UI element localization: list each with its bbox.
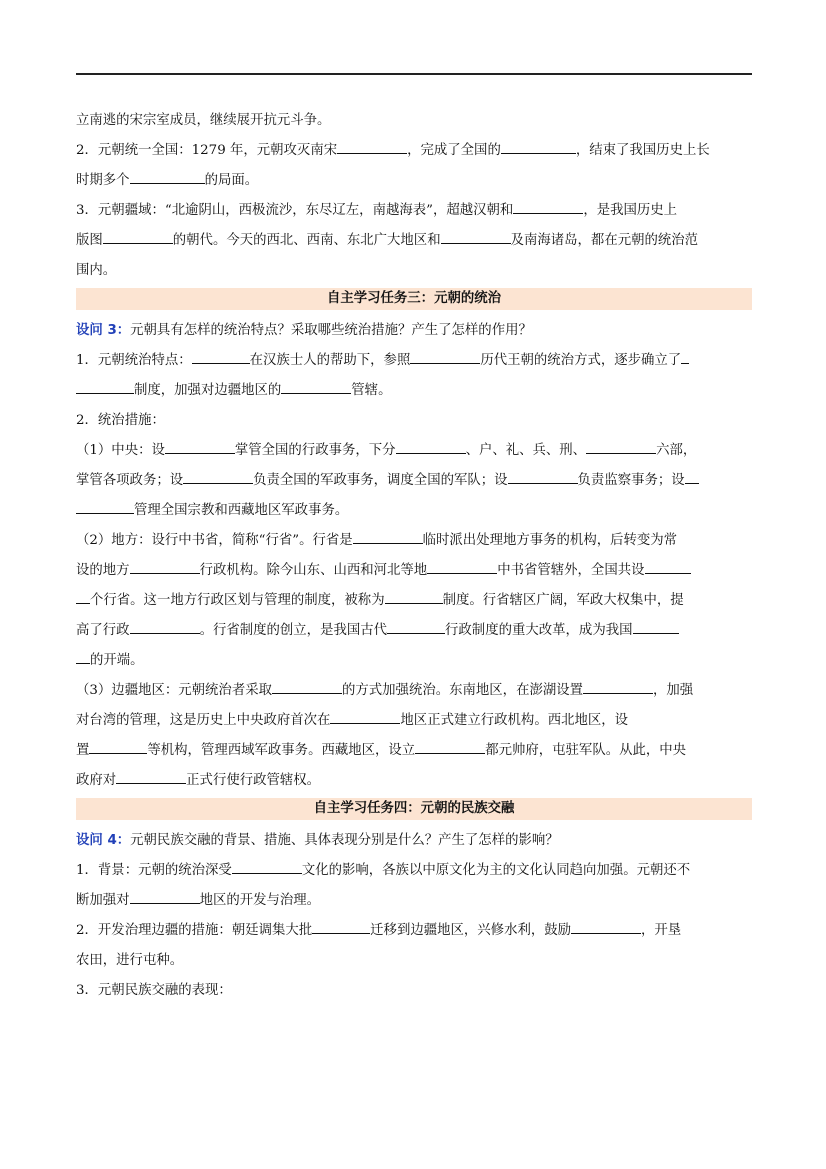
fill-blank[interactable] xyxy=(130,167,205,184)
fill-blank[interactable] xyxy=(76,587,90,604)
section-heading-task-4: 自主学习任务四：元朝的民族交融 xyxy=(76,798,752,820)
paragraph xyxy=(76,856,752,886)
fill-blank[interactable] xyxy=(330,707,400,724)
text: 3．元朝民族交融的表现： xyxy=(76,983,232,998)
question-3 xyxy=(76,316,752,346)
paragraph xyxy=(76,976,752,1006)
text: 历代王朝的统治方式，逐步确立了 xyxy=(480,353,682,368)
text: 正式行使行政管辖权。 xyxy=(186,773,321,788)
text: （1）中央：设 xyxy=(76,443,165,458)
fill-blank[interactable] xyxy=(645,557,691,574)
text: 3．元朝疆域：“北逾阴山，西极流沙，东尽辽左，南越海表”，超越汉朝和 xyxy=(76,203,514,218)
fill-blank[interactable] xyxy=(681,347,689,364)
text: 的局面。 xyxy=(204,173,259,188)
paragraph xyxy=(76,106,752,136)
header-rule xyxy=(76,73,752,75)
paragraph xyxy=(76,466,752,496)
text: 、户、礼、兵、刑、 xyxy=(465,443,587,458)
fill-blank[interactable] xyxy=(165,437,235,454)
text: 时期多个 xyxy=(76,173,130,188)
text: 的朝代。今天的西北、西南、东北广大地区和 xyxy=(172,233,441,248)
fill-blank[interactable] xyxy=(571,917,641,934)
text: 置 xyxy=(76,743,90,758)
fill-blank[interactable] xyxy=(103,227,173,244)
fill-blank[interactable] xyxy=(385,587,443,604)
fill-blank[interactable] xyxy=(281,377,351,394)
text: 2．统治措施： xyxy=(76,413,165,428)
fill-blank[interactable] xyxy=(130,557,200,574)
text: 政府对 xyxy=(76,773,117,788)
text: 迁移到边疆地区，兴修水利，鼓励 xyxy=(370,923,572,938)
paragraph xyxy=(76,226,752,256)
fill-blank[interactable] xyxy=(685,467,699,484)
section-heading-task-3: 自主学习任务三：元朝的统治 xyxy=(76,288,752,310)
text: 管辖。 xyxy=(351,383,392,398)
text: 农田，进行屯种。 xyxy=(76,953,184,968)
fill-blank[interactable] xyxy=(410,347,480,364)
fill-blank[interactable] xyxy=(633,617,679,634)
paragraph xyxy=(76,706,752,736)
fill-blank[interactable] xyxy=(130,617,200,634)
text: 断加强对 xyxy=(76,893,130,908)
text: 都元帅府，屯驻军队。从此，中央 xyxy=(485,743,687,758)
text: 围内。 xyxy=(76,263,117,278)
paragraph xyxy=(76,586,752,616)
fill-blank[interactable] xyxy=(272,677,342,694)
paragraph xyxy=(76,346,752,376)
text: 管理全国宗教和西藏地区军政事务。 xyxy=(134,503,349,518)
text: 地区的开发与治理。 xyxy=(199,893,321,908)
paragraph xyxy=(76,676,752,706)
paragraph xyxy=(76,556,752,586)
text: 六部， xyxy=(656,443,697,458)
text: 行政机构。除今山东、山西和河北等地 xyxy=(199,563,428,578)
text: 个行省。这一地方行政区划与管理的制度，被称为 xyxy=(90,593,385,608)
paragraph xyxy=(76,616,752,646)
text: 1．背景：元朝的统治深受 xyxy=(76,863,232,878)
text: ，加强 xyxy=(653,683,694,698)
fill-blank[interactable] xyxy=(501,137,576,154)
fill-blank[interactable] xyxy=(76,647,90,664)
fill-blank[interactable] xyxy=(586,437,656,454)
text: 制度，加强对边疆地区的 xyxy=(134,383,282,398)
text: 掌管各项政务；设 xyxy=(76,473,184,488)
fill-blank[interactable] xyxy=(415,737,485,754)
fill-blank[interactable] xyxy=(387,617,445,634)
paragraph xyxy=(76,166,752,196)
fill-blank[interactable] xyxy=(192,347,250,364)
paragraph xyxy=(76,916,752,946)
text: 掌管全国的行政事务，下分 xyxy=(234,443,396,458)
question-label: 设问 3： xyxy=(76,323,131,338)
text: 等机构，管理西域军政事务。西藏地区，设立 xyxy=(147,743,416,758)
document-body xyxy=(76,106,752,1006)
text: 行政制度的重大改革，成为我国 xyxy=(445,623,633,638)
fill-blank[interactable] xyxy=(232,857,302,874)
text: 立南逃的宋宗室成员，继续展开抗元斗争。 xyxy=(76,113,331,128)
fill-blank[interactable] xyxy=(583,677,653,694)
fill-blank[interactable] xyxy=(76,497,134,514)
fill-blank[interactable] xyxy=(441,227,511,244)
paragraph xyxy=(76,526,752,556)
fill-blank[interactable] xyxy=(116,767,186,784)
text: 。行省制度的创立，是我国古代 xyxy=(199,623,388,638)
fill-blank[interactable] xyxy=(89,737,147,754)
text: 地区正式建立行政机构。西北地区，设 xyxy=(400,713,629,728)
text: 负责监察事务；设 xyxy=(577,473,685,488)
question-text: 元朝具有怎样的统治特点？采取哪些统治措施？产生了怎样的作用？ xyxy=(130,323,532,338)
text: 高了行政 xyxy=(76,623,130,638)
fill-blank[interactable] xyxy=(427,557,497,574)
text: 及南海诸岛，都在元朝的统治范 xyxy=(510,233,699,248)
text: （2）地方：设行中书省，简称“行省”。行省是 xyxy=(76,533,353,548)
text: ，完成了全国的 xyxy=(407,143,501,158)
text: 1．元朝统治特点： xyxy=(76,353,192,368)
text: 临时派出处理地方事务的机构，后转变为常 xyxy=(422,533,678,548)
paragraph xyxy=(76,496,752,526)
text: 制度。行省辖区广阔，军政大权集中，提 xyxy=(442,593,684,608)
text: 负责全国的军政事务，调度全国的军队；设 xyxy=(253,473,508,488)
fill-blank[interactable] xyxy=(353,527,423,544)
paragraph xyxy=(76,436,752,466)
paragraph xyxy=(76,196,752,226)
text: 2．开发治理边疆的措施：朝廷调集大批 xyxy=(76,923,313,938)
text: 2．元朝统一全国：1279 年，元朝攻灭南宋 xyxy=(76,143,338,158)
text: （3）边疆地区：元朝统治者采取 xyxy=(76,683,272,698)
text: ，开垦 xyxy=(641,923,682,938)
paragraph xyxy=(76,256,752,286)
fill-blank[interactable] xyxy=(76,377,134,394)
text: 的方式加强统治。东南地区，在澎湖设置 xyxy=(342,683,584,698)
fill-blank[interactable] xyxy=(513,197,583,214)
paragraph xyxy=(76,736,752,766)
fill-blank[interactable] xyxy=(312,917,370,934)
paragraph xyxy=(76,406,752,436)
fill-blank[interactable] xyxy=(396,437,466,454)
paragraph xyxy=(76,136,752,166)
text: 对台湾的管理，这是历史上中央政府首次在 xyxy=(76,713,331,728)
text: 文化的影响，各族以中原文化为主的文化认同趋向加强。元朝还不 xyxy=(301,863,691,878)
question-label: 设问 4： xyxy=(76,833,131,848)
paragraph xyxy=(76,376,752,406)
question-4 xyxy=(76,826,752,856)
fill-blank[interactable] xyxy=(130,887,200,904)
paragraph xyxy=(76,886,752,916)
paragraph xyxy=(76,946,752,976)
fill-blank[interactable] xyxy=(183,467,253,484)
text: 设的地方 xyxy=(76,563,130,578)
text: 的开端。 xyxy=(90,653,144,668)
paragraph xyxy=(76,766,752,796)
text: 中书省管辖外，全国共设 xyxy=(497,563,645,578)
text: 版图 xyxy=(76,233,103,248)
text: ，结束了我国历史上长 xyxy=(575,143,710,158)
fill-blank[interactable] xyxy=(508,467,578,484)
text: 在汉族士人的帮助下，参照 xyxy=(249,353,411,368)
paragraph xyxy=(76,646,752,676)
fill-blank[interactable] xyxy=(337,137,407,154)
question-text: 元朝民族交融的背景、措施、具体表现分别是什么？产生了怎样的影响？ xyxy=(130,833,559,848)
text: ，是我国历史上 xyxy=(583,203,678,218)
